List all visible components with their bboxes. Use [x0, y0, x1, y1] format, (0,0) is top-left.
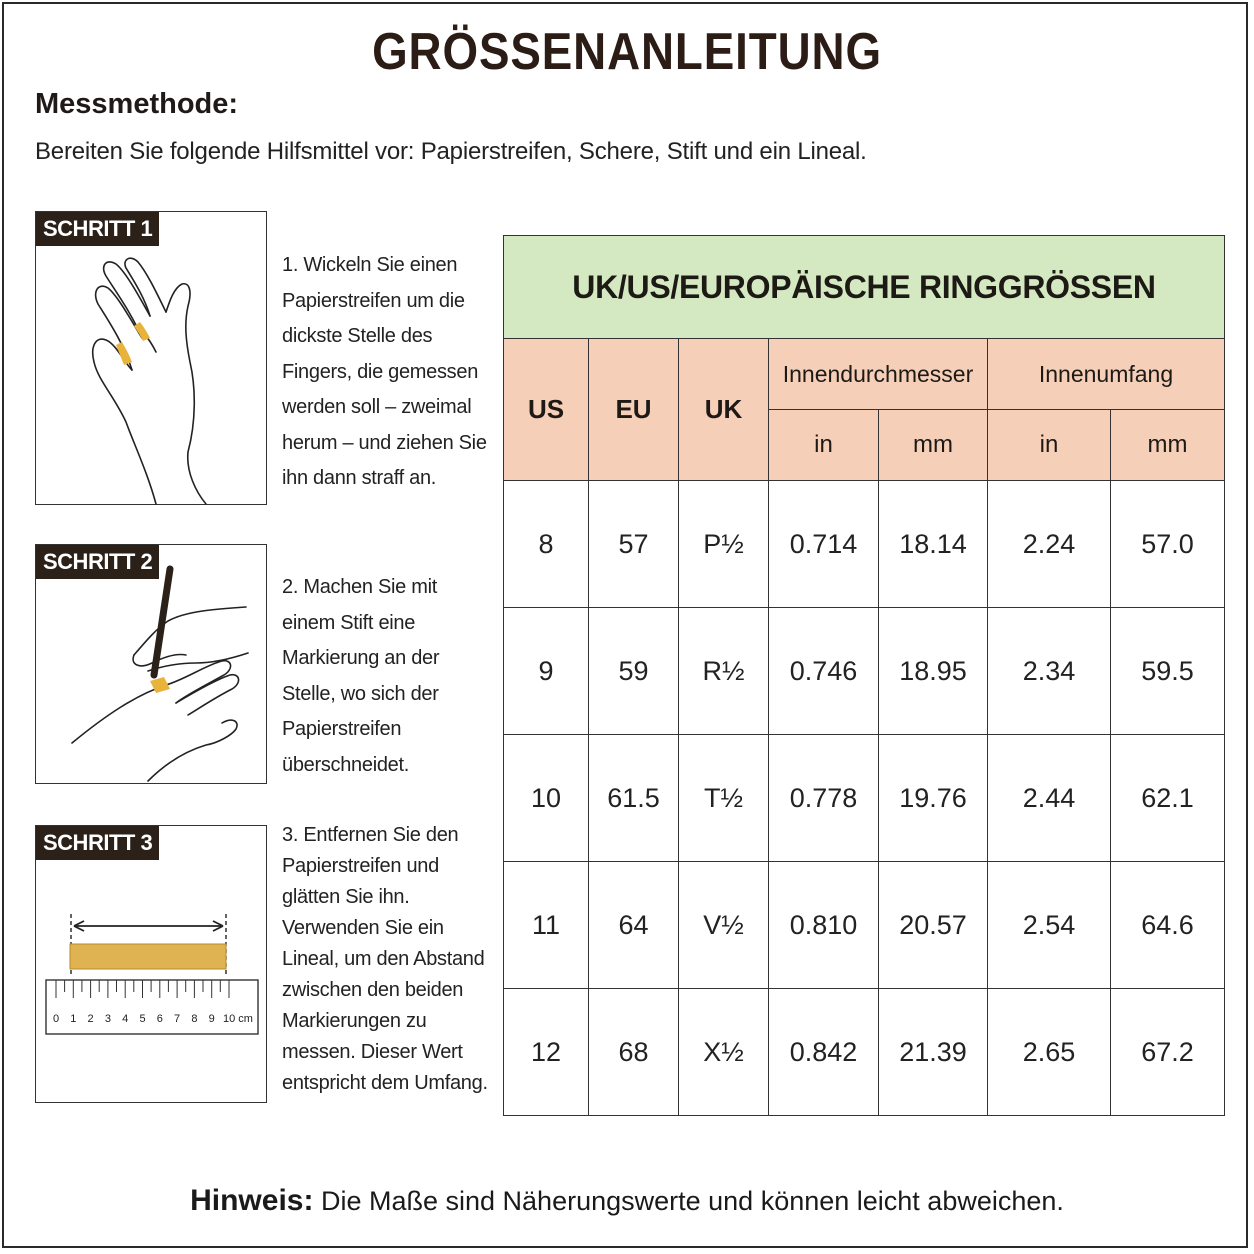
ruler-tick-label: 8 [191, 1013, 198, 1025]
table-row [504, 735, 1225, 862]
header-unit-mm: mm [879, 410, 988, 481]
cell-eu: 59 [589, 608, 679, 735]
table-row [504, 862, 1225, 989]
ruler-tick-label: 5 [139, 1013, 146, 1025]
cell-diameter-in: 0.714 [769, 481, 879, 608]
cell-diameter-mm: 18.95 [879, 608, 988, 735]
header-us: US [504, 339, 589, 481]
page-title: GRÖSSENANLEITUNG [372, 23, 882, 81]
ruler-tick-label: 2 [87, 1013, 94, 1025]
cell-circumference-mm: 64.6 [1111, 862, 1225, 989]
header-unit-mm: mm [1111, 410, 1225, 481]
header-unit-in: in [988, 410, 1111, 481]
step-3-label: SCHRITT 3 [36, 826, 159, 860]
cell-eu: 61.5 [589, 735, 679, 862]
step-2-box [35, 544, 267, 784]
cell-circumference-in: 2.24 [988, 481, 1111, 608]
cell-uk: T½ [679, 735, 769, 862]
header-inner-circumference: Innenumfang [988, 339, 1225, 410]
header-uk: UK [679, 339, 769, 481]
cell-circumference-in: 2.65 [988, 989, 1111, 1116]
hand-mark-pen-icon [36, 545, 268, 785]
note-text: Die Maße sind Näherungswerte und können leicht abweichen. [320, 1186, 1064, 1216]
step-2-label: SCHRITT 2 [36, 545, 159, 579]
cell-circumference-in: 2.34 [988, 608, 1111, 735]
cell-diameter-in: 0.842 [769, 989, 879, 1116]
table-row [504, 989, 1225, 1116]
cell-uk: P½ [679, 481, 769, 608]
ruler-tick-label: 7 [174, 1013, 181, 1025]
cell-circumference-in: 2.44 [988, 735, 1111, 862]
cell-uk: R½ [679, 608, 769, 735]
cell-uk: X½ [679, 989, 769, 1116]
cell-circumference-mm: 59.5 [1111, 608, 1225, 735]
cell-us: 8 [504, 481, 589, 608]
step-1-text: 1. Wickeln Sie einen Papierstreifen um die dickste Stelle des Fingers, die gemessen werden soll – zweimal herum – und ziehen Sie ihn dann straff an. [282, 254, 487, 489]
cell-us: 9 [504, 608, 589, 735]
step-3-box [35, 825, 267, 1103]
cell-diameter-in: 0.778 [769, 735, 879, 862]
cell-diameter-mm: 19.76 [879, 735, 988, 862]
cell-us: 11 [504, 862, 589, 989]
step-3-text: 3. Entfernen Sie den Papierstreifen und glätten Sie ihn. Verwenden Sie ein Lineal, um den Abstand zwischen den beiden Markierungen zu messen. Dieser Wert entspricht dem Umfang. [282, 824, 488, 1094]
cell-circumference-mm: 67.2 [1111, 989, 1225, 1116]
cell-diameter-in: 0.810 [769, 862, 879, 989]
ruler-tick-label: 4 [122, 1013, 129, 1025]
cell-circumference-mm: 57.0 [1111, 481, 1225, 608]
cell-diameter-mm: 20.57 [879, 862, 988, 989]
cell-us: 10 [504, 735, 589, 862]
ruler-measure-icon [36, 826, 268, 1104]
hand-wrap-paper-icon [36, 212, 268, 506]
ruler-tick-label: 0 [52, 1013, 60, 1025]
cell-eu: 57 [589, 481, 679, 608]
table-row [504, 481, 1225, 608]
ruler-tick-label: 3 [104, 1013, 111, 1025]
cell-uk: V½ [679, 862, 769, 989]
step-1-box [35, 211, 267, 505]
step-1-label: SCHRITT 1 [36, 212, 159, 246]
cell-eu: 68 [589, 989, 679, 1116]
cell-circumference-in: 2.54 [988, 862, 1111, 989]
step-2-text: 2. Machen Sie mit einem Stift eine Markierung an der Stelle, wo sich der Papierstreifen überschneidet. [282, 576, 440, 776]
method-intro: Bereiten Sie folgende Hilfsmittel vor: Papierstreifen, Schere, Stift und ein Lineal. [35, 138, 867, 165]
table-title: UK/US/EUROPÄISCHE RINGGRÖSSEN [504, 236, 1225, 339]
cell-eu: 64 [589, 862, 679, 989]
cell-diameter-mm: 21.39 [879, 989, 988, 1116]
header-unit-in: in [769, 410, 879, 481]
ruler-tick-label: 1 [70, 1013, 77, 1025]
note-label: Hinweis: [190, 1184, 314, 1217]
header-inner-diameter: Innendurchmesser [769, 339, 988, 410]
cell-diameter-in: 0.746 [769, 608, 879, 735]
ruler-tick-label: 9 [208, 1013, 215, 1025]
method-heading: Messmethode: [35, 88, 239, 120]
cell-us: 12 [504, 989, 589, 1116]
table-row [504, 608, 1225, 735]
ring-size-table [503, 235, 1225, 1116]
footer-note [0, 1184, 1254, 1218]
cell-diameter-mm: 18.14 [879, 481, 988, 608]
cell-circumference-mm: 62.1 [1111, 735, 1225, 862]
ruler-tick-label: 6 [156, 1013, 163, 1025]
header-eu: EU [589, 339, 679, 481]
ruler-tick-label: 10 cm [223, 1013, 253, 1025]
